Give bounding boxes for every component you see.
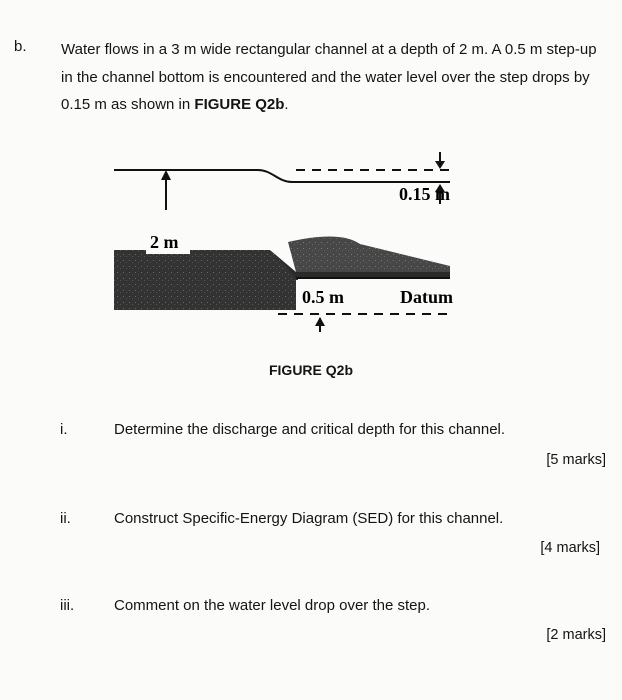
- step-top: [288, 236, 450, 272]
- part-marks: [5 marks]: [546, 452, 606, 468]
- part-number: ii.: [60, 510, 71, 527]
- question-text-body: Water flows in a 3 m wide rectangular channel at a depth of 2 m. A 0.5 m step-up in the channel bottom is encountered and the water level over the step drops by 0.15 m as shown in: [61, 41, 597, 113]
- step-arrow-head: [315, 317, 325, 326]
- figure-reference: FIGURE Q2b: [194, 96, 285, 113]
- part-text: Construct Specific-Energy Diagram (SED) for this channel.: [114, 510, 504, 527]
- question-label: b.: [14, 38, 27, 55]
- part-number: iii.: [60, 597, 75, 614]
- drop-label: 0.15 m: [399, 184, 450, 204]
- part-marks: [4 marks]: [540, 540, 600, 556]
- upstream-water-surface: [114, 170, 296, 182]
- datum-label: Datum: [400, 287, 453, 307]
- upstream-channel-bed: [114, 250, 298, 310]
- step-label: 0.5 m: [302, 287, 344, 307]
- channel-step-diagram: [110, 150, 470, 335]
- drop-arrow-top-head: [435, 161, 445, 169]
- part-marks: [2 marks]: [546, 627, 606, 643]
- depth-label: 2 m: [150, 232, 179, 252]
- question-text: [61, 36, 609, 119]
- depth-arrow-head: [161, 170, 171, 180]
- part-number: i.: [60, 421, 68, 438]
- figure-caption: FIGURE Q2b: [268, 362, 353, 378]
- part-text: Determine the discharge and critical depth for this channel.: [114, 421, 506, 438]
- part-text: Comment on the water level drop over the step.: [114, 597, 430, 614]
- question-text-end: .: [284, 96, 289, 113]
